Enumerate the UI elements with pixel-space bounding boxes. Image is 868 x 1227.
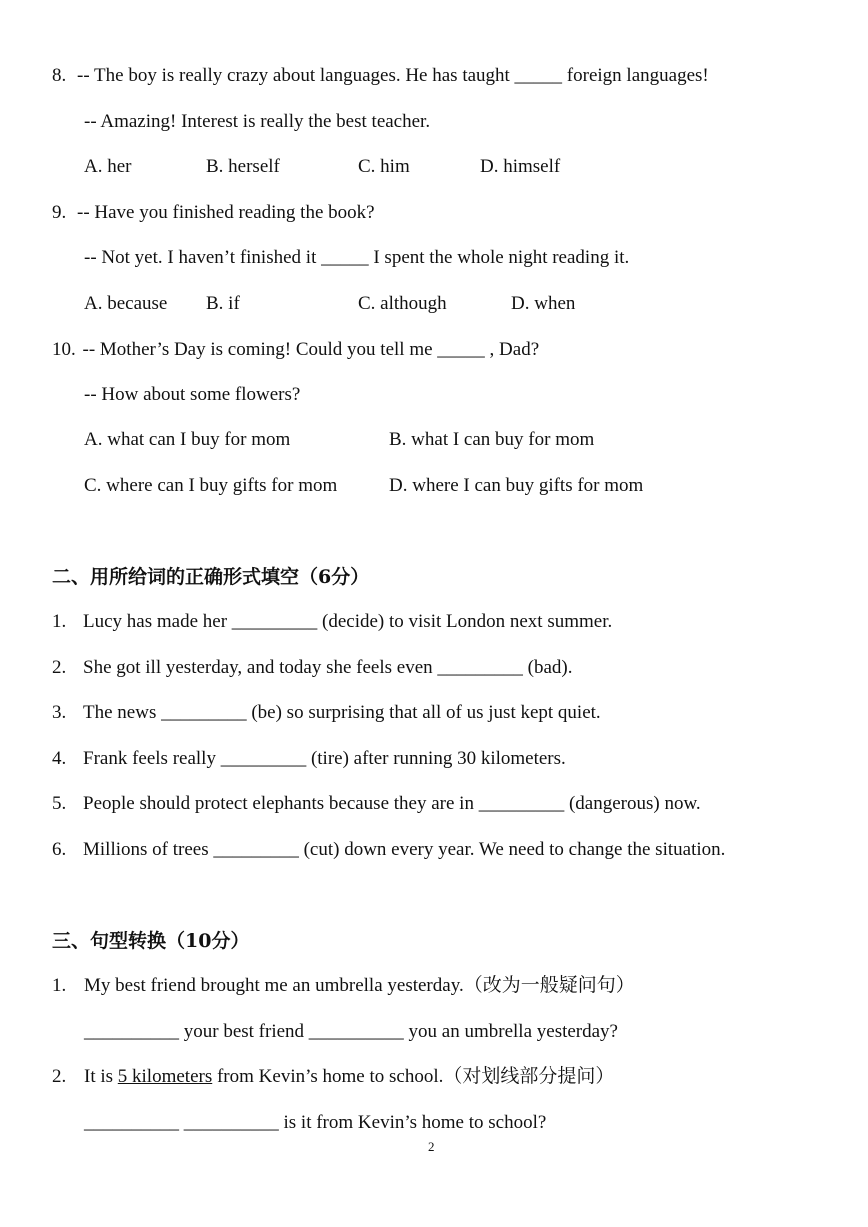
item-number: 6. [52, 839, 67, 860]
item-text: My best friend brought me an umbrella yesterday.（改为一般疑问句） [84, 975, 635, 996]
item-number: 1. [52, 975, 67, 996]
question-number: 8. [52, 65, 67, 86]
section-heading: 二、用所给词的正确形式填空（6分） [52, 566, 370, 588]
question-number: 9. [52, 202, 67, 223]
fill-item [52, 656, 573, 680]
answer-line: __________ __________ is it from Kevin’s home to school? [84, 1112, 547, 1133]
item-number: 5. [52, 793, 67, 814]
page-number: 2 [428, 1139, 435, 1154]
question-8 [52, 64, 709, 88]
option-a: A. what can I buy for mom [84, 429, 291, 450]
item-text: People should protect elephants because they are in _________ (dangerous) now. [83, 793, 701, 814]
option-c: C. where can I buy gifts for mom [84, 475, 338, 496]
dialogue-reply: -- Not yet. I haven’t finished it _____ I spent the whole night reading it. [84, 247, 630, 268]
option-c: C. him [358, 156, 410, 177]
item-text: She got ill yesterday, and today she feels even _________ (bad). [83, 657, 573, 678]
fill-item [52, 792, 701, 816]
option-d: D. when [511, 293, 576, 314]
fill-item [52, 838, 726, 862]
item-number: 1. [52, 611, 67, 632]
option-d: D. where I can buy gifts for mom [389, 475, 644, 496]
option-a: A. because [84, 293, 168, 314]
item-number: 4. [52, 748, 67, 769]
option-c: C. although [358, 293, 447, 314]
option-d: D. himself [480, 156, 561, 177]
question-10 [52, 338, 539, 362]
transform-item [52, 1065, 615, 1089]
question-text: -- The boy is really crazy about languages. He has taught _____ foreign languages! [77, 65, 709, 86]
option-b: B. if [206, 293, 240, 314]
question-text: -- Have you finished reading the book? [77, 202, 375, 223]
option-b: B. what I can buy for mom [389, 429, 595, 450]
answer-line: __________ your best friend __________ you an umbrella yesterday? [84, 1021, 618, 1042]
item-text: The news _________ (be) so surprising that all of us just kept quiet. [83, 702, 601, 723]
question-number: 10. [52, 339, 76, 360]
item-text: Lucy has made her _________ (decide) to visit London next summer. [83, 611, 613, 632]
question-9 [52, 201, 375, 225]
dialogue-reply: -- Amazing! Interest is really the best teacher. [84, 111, 431, 132]
question-text: -- Mother’s Day is coming! Could you tell me _____ , Dad? [82, 339, 540, 360]
item-number: 2. [52, 657, 67, 678]
item-text: Frank feels really _________ (tire) after running 30 kilometers. [83, 748, 566, 769]
option-a: A. her [84, 156, 132, 177]
item-text-after: from Kevin’s home to school.（对划线部分提问） [212, 1066, 615, 1087]
fill-item [52, 747, 566, 771]
fill-item [52, 701, 601, 725]
dialogue-reply: -- How about some flowers? [84, 384, 301, 405]
item-text: Millions of trees _________ (cut) down every year. We need to change the situation. [83, 839, 726, 860]
item-number: 3. [52, 702, 67, 723]
section-heading: 三、句型转换（10分） [52, 930, 250, 952]
option-b: B. herself [206, 156, 280, 177]
item-text-before: It is [84, 1066, 118, 1087]
transform-item [52, 974, 635, 998]
fill-item [52, 610, 613, 634]
item-number: 2. [52, 1066, 67, 1087]
underlined-phrase: 5 kilometers [117, 1066, 213, 1087]
